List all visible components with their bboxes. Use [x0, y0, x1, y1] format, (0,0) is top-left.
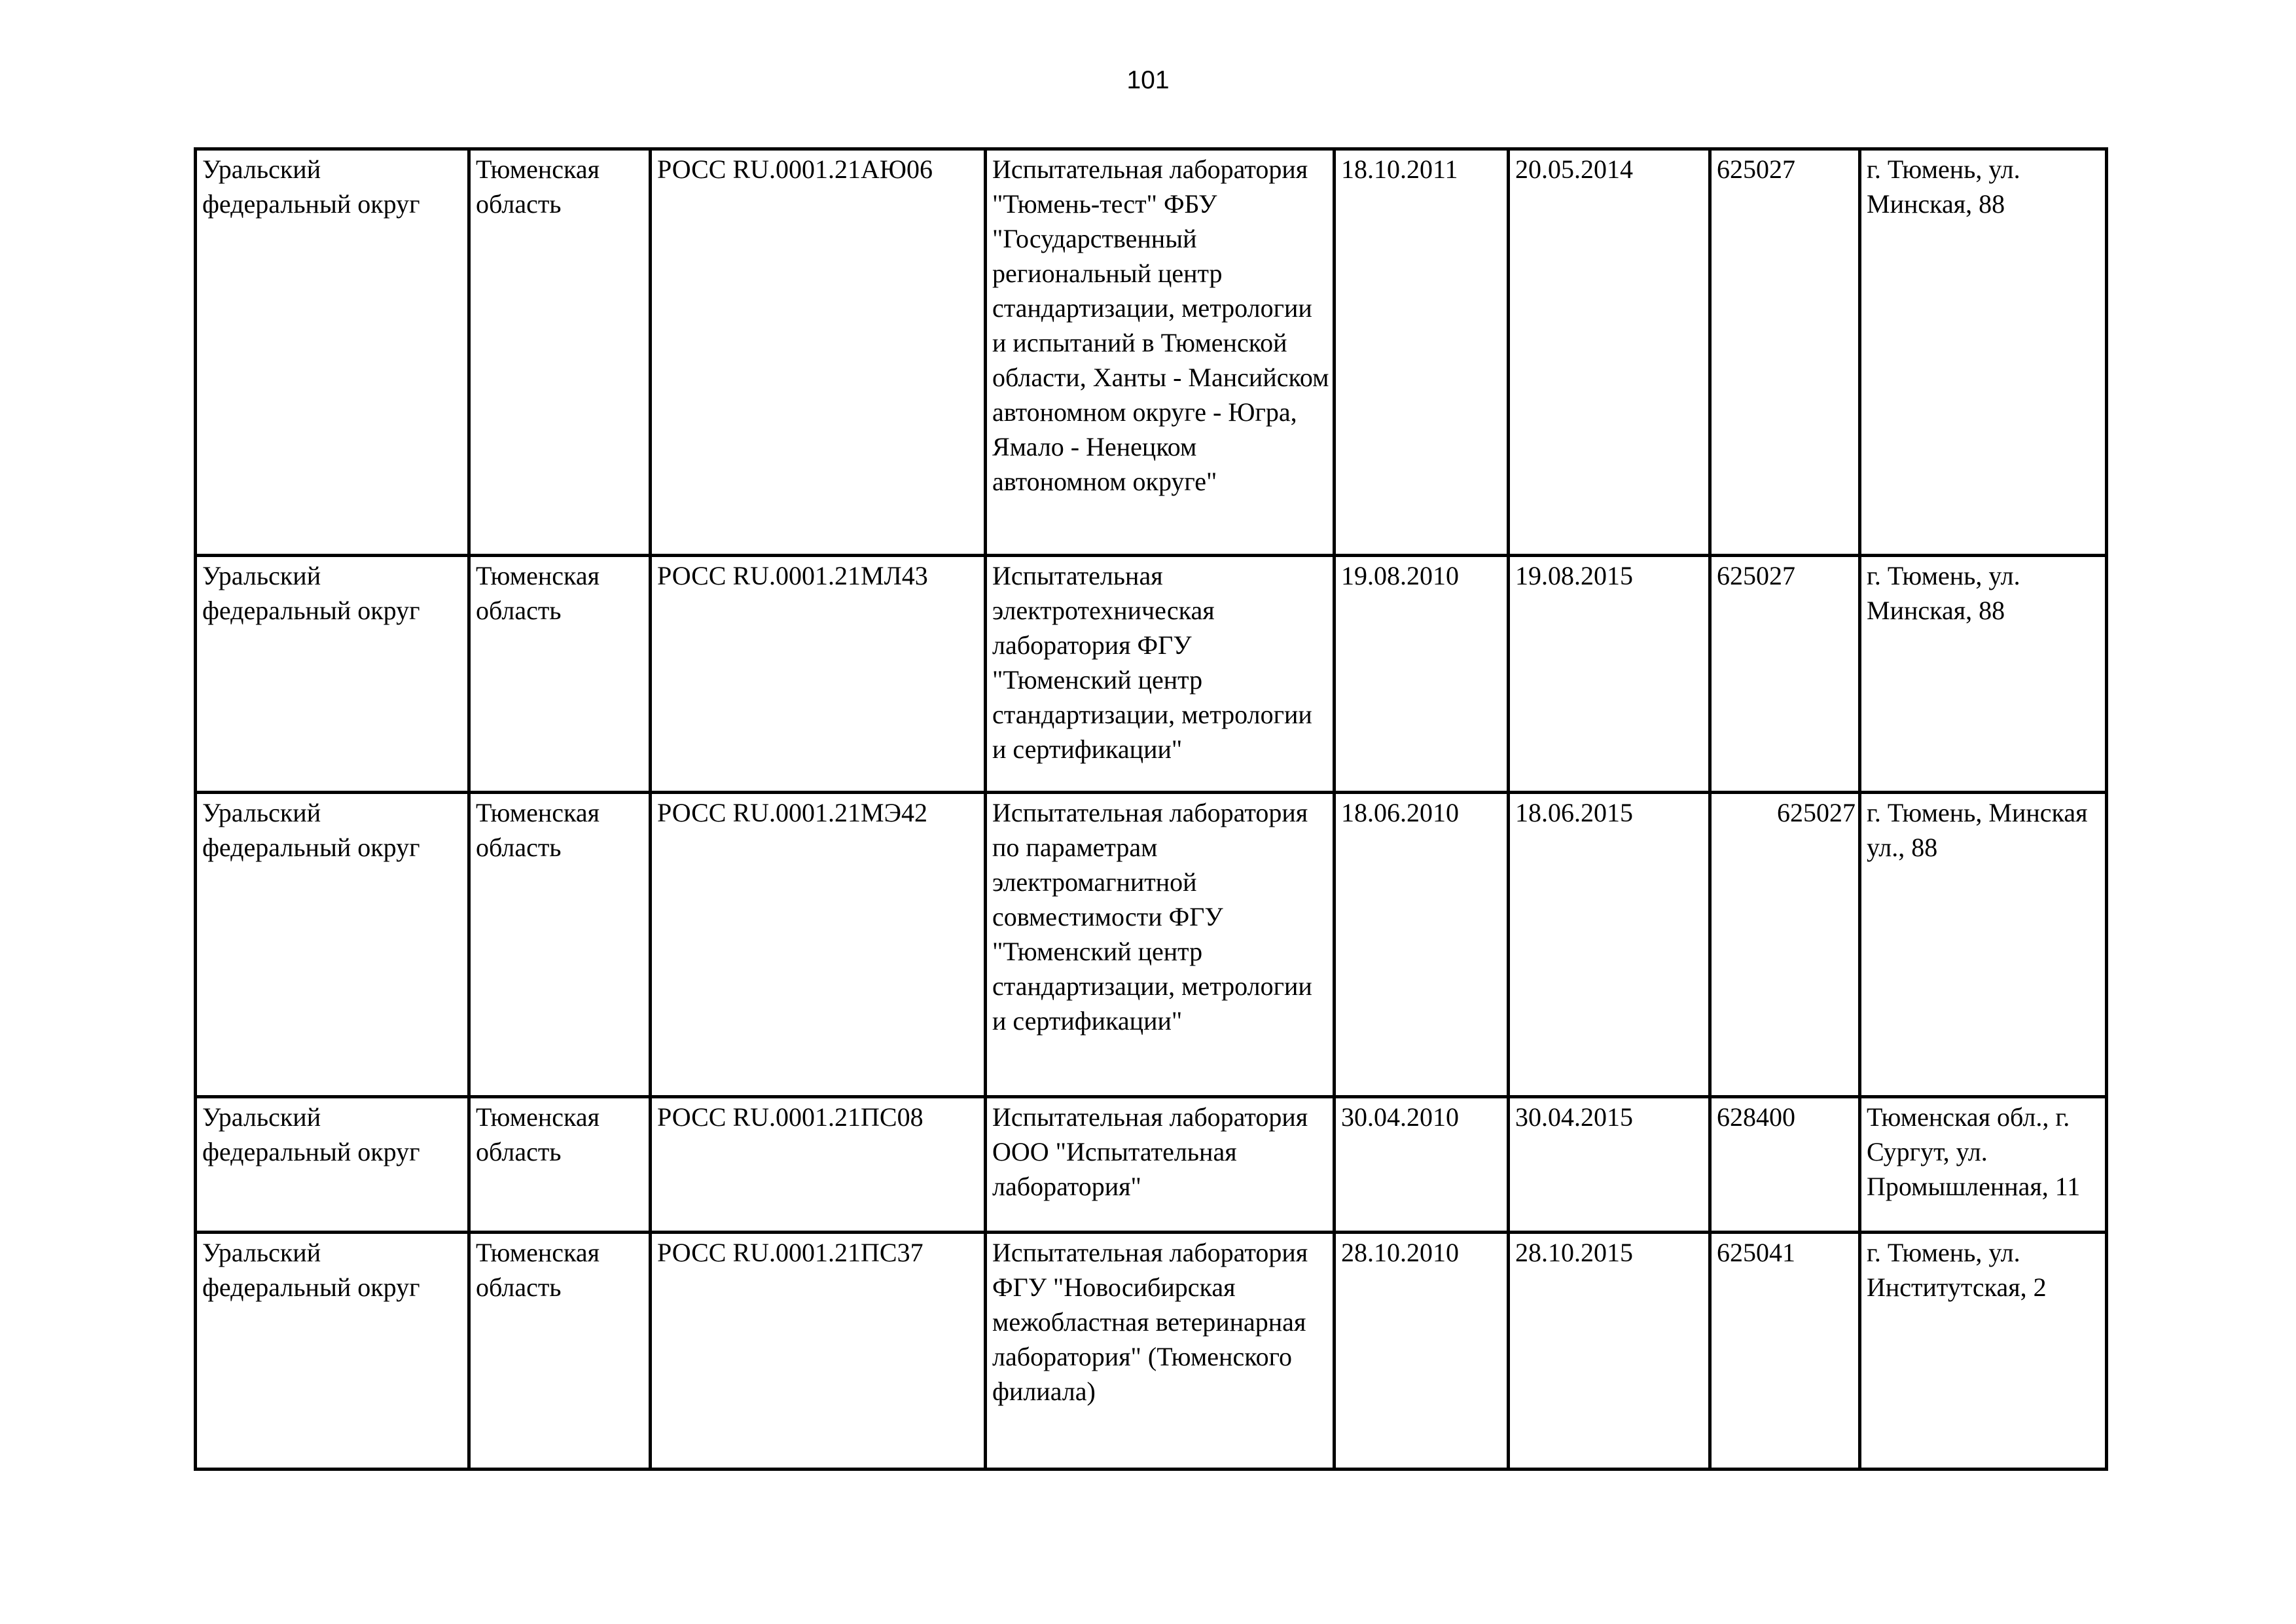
district-cell: Уральский федеральный округ [196, 149, 469, 556]
address-cell: г. Тюмень, ул. Минская, 88 [1860, 149, 2107, 556]
district-cell: Уральский федеральный округ [196, 1233, 469, 1470]
date-to-cell: 28.10.2015 [1509, 1233, 1710, 1470]
zip-cell: 625027 [1710, 149, 1860, 556]
date-to-cell: 19.08.2015 [1509, 556, 1710, 793]
date-to-cell: 20.05.2014 [1509, 149, 1710, 556]
district-cell: Уральский федеральный округ [196, 556, 469, 793]
reg-number-cell: РОСС RU.0001.21АЮ06 [651, 149, 986, 556]
date-to-cell: 18.06.2015 [1509, 793, 1710, 1097]
date-from-cell: 19.08.2010 [1335, 556, 1509, 793]
table-row [196, 793, 2107, 1097]
district-cell: Уральский федеральный округ [196, 1097, 469, 1233]
reg-number-cell: РОСС RU.0001.21МЛ43 [651, 556, 986, 793]
zip-cell: 628400 [1710, 1097, 1860, 1233]
organization-cell: Испытательная лаборатория по параметрам электромагнитной совместимости ФГУ "Тюменский центр стандартизации, метрологии и сертификации" [986, 793, 1335, 1097]
page-number: 101 [1126, 66, 1170, 94]
region-cell: Тюменская область [469, 149, 651, 556]
reg-number-cell: РОСС RU.0001.21ПС08 [651, 1097, 986, 1233]
date-from-cell: 18.10.2011 [1335, 149, 1509, 556]
organization-cell: Испытательная лаборатория ФГУ "Новосибирская межобластная ветеринарная лаборатория" (Тюменского филиала) [986, 1233, 1335, 1470]
region-cell: Тюменская область [469, 556, 651, 793]
zip-cell: 625027 [1710, 556, 1860, 793]
table-row [196, 556, 2107, 793]
reg-number-cell: РОСС RU.0001.21ПС37 [651, 1233, 986, 1470]
address-cell: г. Тюмень, ул. Институтская, 2 [1860, 1233, 2107, 1470]
table-row [196, 1233, 2107, 1470]
registry-table [194, 147, 2108, 1471]
zip-cell: 625041 [1710, 1233, 1860, 1470]
date-from-cell: 18.06.2010 [1335, 793, 1509, 1097]
table-row [196, 1097, 2107, 1233]
reg-number-cell: РОСС RU.0001.21МЭ42 [651, 793, 986, 1097]
date-from-cell: 28.10.2010 [1335, 1233, 1509, 1470]
address-cell: г. Тюмень, Минская ул., 88 [1860, 793, 2107, 1097]
zip-cell: 625027 [1710, 793, 1860, 1097]
region-cell: Тюменская область [469, 793, 651, 1097]
date-to-cell: 30.04.2015 [1509, 1097, 1710, 1233]
region-cell: Тюменская область [469, 1097, 651, 1233]
date-from-cell: 30.04.2010 [1335, 1097, 1509, 1233]
organization-cell: Испытательная лаборатория "Тюмень-тест" ФБУ "Государственный региональный центр стандартизации, метрологии и испытаний в Тюменской области, Ханты - Мансийском автономном округе - Югра, Ямало - Ненецком автономном округе" [986, 149, 1335, 556]
region-cell: Тюменская область [469, 1233, 651, 1470]
organization-cell: Испытательная лаборатория ООО "Испытательная лаборатория" [986, 1097, 1335, 1233]
table-row [196, 149, 2107, 556]
district-cell: Уральский федеральный округ [196, 793, 469, 1097]
address-cell: г. Тюмень, ул. Минская, 88 [1860, 556, 2107, 793]
organization-cell: Испытательная электротехническая лаборатория ФГУ "Тюменский центр стандартизации, метрологии и сертификации" [986, 556, 1335, 793]
address-cell: Тюменская обл., г. Сургут, ул. Промышленная, 11 [1860, 1097, 2107, 1233]
